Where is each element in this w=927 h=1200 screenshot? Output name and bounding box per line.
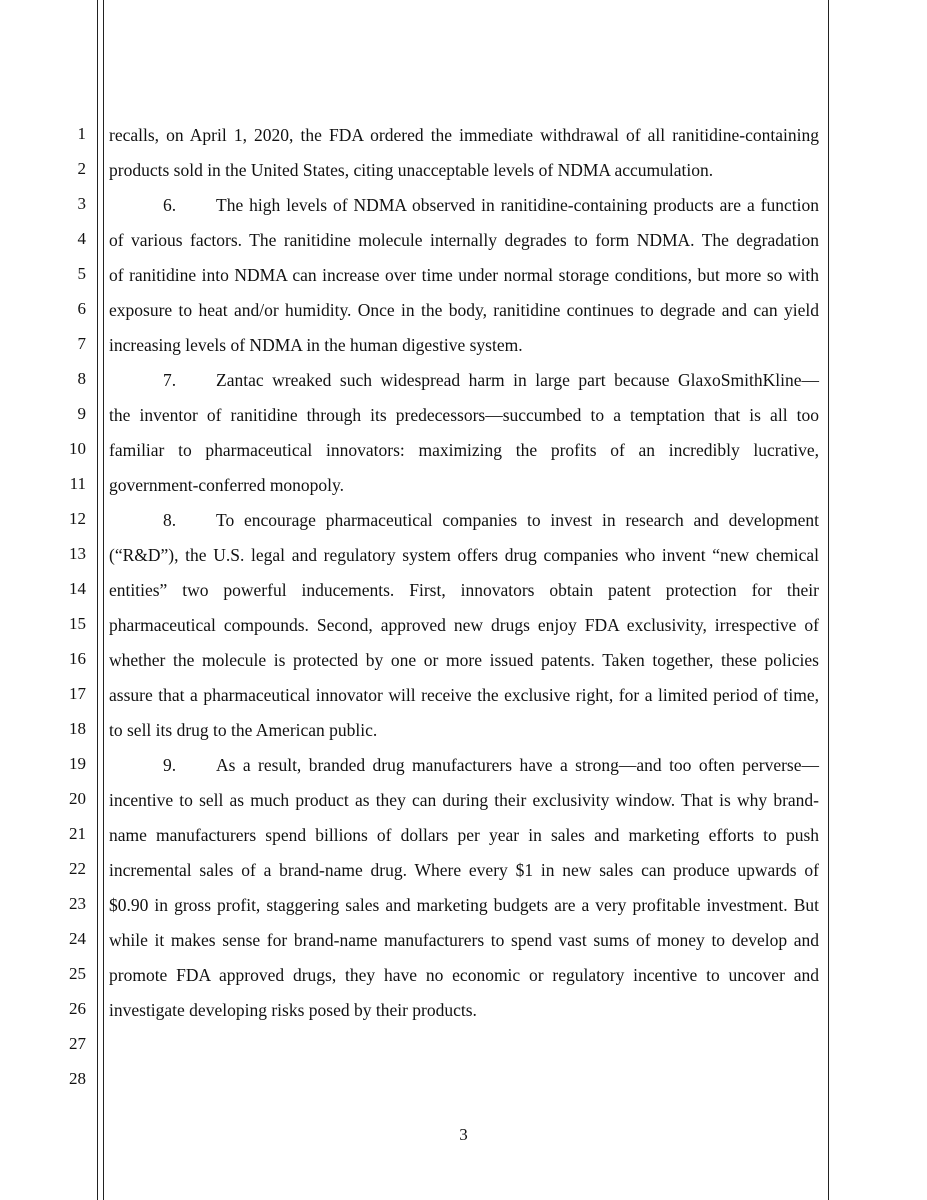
paragraph-8-first-line bbox=[109, 509, 819, 531]
line-number: 25 bbox=[69, 964, 86, 983]
text-span: Zantac wreaked such widespread harm in large part because GlaxoSmithKline— bbox=[216, 370, 819, 390]
text-span: As a result, branded drug manufacturers have a strong—and too often perverse— bbox=[216, 755, 819, 775]
left-margin-rule-inner bbox=[103, 0, 104, 1200]
line-number: 2 bbox=[77, 159, 86, 178]
text-line: incremental sales of a brand-name drug. Where every $1 in new sales can produce upwards of bbox=[109, 860, 819, 880]
line-number: 8 bbox=[77, 369, 86, 388]
line-number: 11 bbox=[69, 474, 86, 493]
text-line: to sell its drug to the American public. bbox=[109, 720, 378, 740]
text-line: $0.90 in gross profit, staggering sales and marketing budgets are a very profitable investment. But bbox=[109, 895, 819, 915]
text-line: the inventor of ranitidine through its predecessors—succumbed to a temptation that is all too bbox=[109, 405, 819, 425]
right-margin-rule bbox=[828, 0, 829, 1200]
line-number: 23 bbox=[69, 894, 86, 913]
text-line: name manufacturers spend billions of dollars per year in sales and marketing efforts to push bbox=[109, 825, 819, 845]
text-line: promote FDA approved drugs, they have no economic or regulatory incentive to uncover and bbox=[109, 965, 819, 985]
line-number: 6 bbox=[77, 299, 86, 318]
text-line: of various factors. The ranitidine molecule internally degrades to form NDMA. The degradation bbox=[109, 230, 819, 250]
text-line: recalls, on April 1, 2020, the FDA ordered the immediate withdrawal of all ranitidine-containing bbox=[109, 125, 819, 145]
line-number: 7 bbox=[77, 334, 86, 353]
text-line: assure that a pharmaceutical innovator will receive the exclusive right, for a limited period of time, bbox=[109, 685, 819, 705]
text-line: investigate developing risks posed by their products. bbox=[109, 1000, 477, 1020]
text-line: entities” two powerful inducements. First, innovators obtain patent protection for their bbox=[109, 580, 819, 600]
line-number: 27 bbox=[69, 1034, 86, 1053]
line-number: 5 bbox=[77, 264, 86, 283]
text-line: exposure to heat and/or humidity. Once in the body, ranitidine continues to degrade and can yield bbox=[109, 300, 819, 320]
line-number: 3 bbox=[77, 194, 86, 213]
text-line: incentive to sell as much product as they can during their exclusivity window. That is why brand- bbox=[109, 790, 819, 810]
paragraph-number: 8. bbox=[163, 510, 177, 530]
line-number: 19 bbox=[69, 754, 86, 773]
text-line: (“R&D”), the U.S. legal and regulatory system offers drug companies who invent “new chemical bbox=[109, 545, 819, 565]
left-margin-rule-outer bbox=[97, 0, 98, 1200]
line-number: 1 bbox=[77, 124, 86, 143]
line-number: 21 bbox=[69, 824, 86, 843]
paragraph-9-first-line bbox=[109, 754, 819, 776]
paragraph-6-first-line bbox=[109, 194, 819, 216]
paragraph-number: 9. bbox=[163, 755, 177, 775]
line-number: 12 bbox=[69, 509, 86, 528]
line-number: 28 bbox=[69, 1069, 86, 1088]
line-number: 16 bbox=[69, 649, 86, 668]
text-line: products sold in the United States, citing unacceptable levels of NDMA accumulation. bbox=[109, 160, 714, 180]
text-line: familiar to pharmaceutical innovators: maximizing the profits of an incredibly lucrative, bbox=[109, 440, 819, 460]
line-number: 26 bbox=[69, 999, 86, 1018]
line-number: 17 bbox=[69, 684, 86, 703]
text-line: while it makes sense for brand-name manufacturers to spend vast sums of money to develop and bbox=[109, 930, 819, 950]
text-span: To encourage pharmaceutical companies to invest in research and development bbox=[216, 510, 819, 530]
paragraph-number: 6. bbox=[163, 195, 177, 215]
line-number: 14 bbox=[69, 579, 86, 598]
line-number: 18 bbox=[69, 719, 86, 738]
paragraph-7-first-line bbox=[109, 369, 819, 391]
text-line: pharmaceutical compounds. Second, approved new drugs enjoy FDA exclusivity, irrespective of bbox=[109, 615, 819, 635]
line-number: 22 bbox=[69, 859, 86, 878]
text-line: of ranitidine into NDMA can increase over time under normal storage conditions, but more so with bbox=[109, 265, 819, 285]
text-line: government-conferred monopoly. bbox=[109, 475, 345, 495]
line-number: 24 bbox=[69, 929, 86, 948]
line-number: 15 bbox=[69, 614, 86, 633]
line-number: 10 bbox=[69, 439, 86, 458]
text-span: The high levels of NDMA observed in ranitidine-containing products are a function bbox=[216, 195, 819, 215]
line-number: 4 bbox=[77, 229, 86, 248]
line-number: 9 bbox=[77, 404, 86, 423]
page-number: 3 bbox=[459, 1125, 468, 1144]
text-line: increasing levels of NDMA in the human digestive system. bbox=[109, 335, 523, 355]
paragraph-number: 7. bbox=[163, 370, 177, 390]
line-number: 13 bbox=[69, 544, 86, 563]
line-number: 20 bbox=[69, 789, 86, 808]
text-line: whether the molecule is protected by one or more issued patents. Taken together, these policies bbox=[109, 650, 819, 670]
line-number-column bbox=[0, 0, 90, 1200]
